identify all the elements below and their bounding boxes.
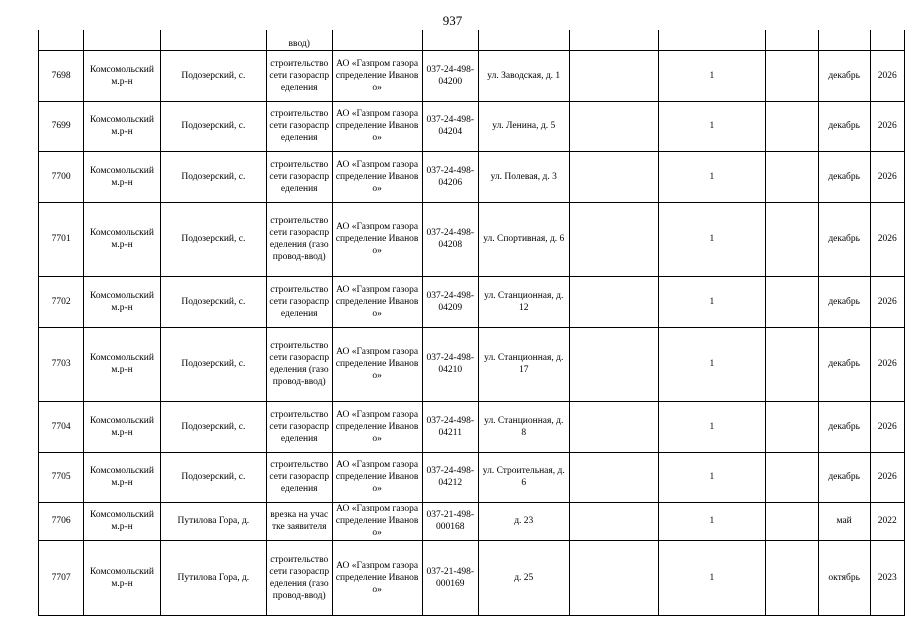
cell-settlement: Подозерский, с. [160,327,266,401]
cell-year [870,30,904,50]
cell-org: АО «Газпром газораспределение Иваново» [332,502,422,540]
cell-district: Комсомольский м.р-н [84,276,160,327]
cell-code: 037-21-498-000169 [422,540,478,615]
cell-address: ул. Ленина, д. 5 [478,101,569,151]
cell-code: 037-24-498-04200 [422,50,478,101]
cell-code [422,30,478,50]
cell-org: АО «Газпром газораспределение Иваново» [332,202,422,276]
cell-qty: 1 [658,540,765,615]
cell-work: строительство сети газораспределения (газопровод-ввод) [266,327,332,401]
table-row [39,202,905,276]
cell-settlement: Подозерский, с. [160,276,266,327]
cell-empty [569,540,658,615]
cell-settlement: Путилова Гора, д. [160,502,266,540]
cell-empty [765,452,818,502]
cell-empty [569,452,658,502]
cell-address: ул. Станционная, д. 8 [478,401,569,452]
table-row [39,540,905,615]
cell-address [478,30,569,50]
cell-month: май [818,502,870,540]
table-row [39,50,905,101]
cell-work: строительство сети газораспределения [266,276,332,327]
cell-num: 7706 [39,502,84,540]
cell-num: 7698 [39,50,84,101]
cell-empty [765,202,818,276]
table-row [39,401,905,452]
cell-work: строительство сети газораспределения (газопровод-ввод) [266,202,332,276]
cell-month [818,30,870,50]
cell-org: АО «Газпром газораспределение Иваново» [332,401,422,452]
cell-qty: 1 [658,101,765,151]
cell-code: 037-24-498-04209 [422,276,478,327]
cell-num: 7703 [39,327,84,401]
cell-empty [765,30,818,50]
cell-empty [765,50,818,101]
cell-address: ул. Строительная, д. 6 [478,452,569,502]
cell-work: строительство сети газораспределения [266,452,332,502]
cell-org: АО «Газпром газораспределение Иваново» [332,151,422,202]
table-row [39,101,905,151]
cell-qty: 1 [658,50,765,101]
cell-org: АО «Газпром газораспределение Иваново» [332,540,422,615]
page-number: 937 [442,13,463,28]
cell-qty: 1 [658,276,765,327]
cell-empty [569,50,658,101]
cell-code: 037-24-498-04212 [422,452,478,502]
cell-num [39,30,84,50]
cell-work: строительство сети газораспределения [266,401,332,452]
cell-num: 7704 [39,401,84,452]
cell-qty: 1 [658,502,765,540]
cell-qty: 1 [658,401,765,452]
cell-district [84,30,160,50]
cell-district: Комсомольский м.р-н [84,202,160,276]
cell-empty [765,401,818,452]
cell-org: АО «Газпром газораспределение Иваново» [332,276,422,327]
cell-qty: 1 [658,327,765,401]
cell-address: д. 23 [478,502,569,540]
cell-empty [569,101,658,151]
table-row [39,276,905,327]
cell-settlement [160,30,266,50]
cell-year: 2026 [870,276,904,327]
cell-empty [765,502,818,540]
cell-qty: 1 [658,452,765,502]
cell-num: 7700 [39,151,84,202]
cell-code: 037-24-498-04206 [422,151,478,202]
cell-address: ул. Спортивная, д. 6 [478,202,569,276]
cell-code: 037-24-498-04211 [422,401,478,452]
cell-empty [569,151,658,202]
cell-address: ул. Станционная, д. 17 [478,327,569,401]
cell-address: ул. Полевая, д. 3 [478,151,569,202]
cell-empty [569,401,658,452]
continuation-row [39,30,905,50]
cell-empty [569,276,658,327]
cell-year: 2026 [870,101,904,151]
cell-org: АО «Газпром газораспределение Иваново» [332,101,422,151]
cell-district: Комсомольский м.р-н [84,50,160,101]
cell-year: 2022 [870,502,904,540]
cell-empty [765,540,818,615]
table-row [39,151,905,202]
cell-month: декабрь [818,276,870,327]
cell-year: 2026 [870,452,904,502]
cell-settlement: Подозерский, с. [160,151,266,202]
cell-num: 7707 [39,540,84,615]
cell-district: Комсомольский м.р-н [84,452,160,502]
cell-year: 2026 [870,202,904,276]
cell-num: 7702 [39,276,84,327]
cell-code: 037-24-498-04208 [422,202,478,276]
cell-month: декабрь [818,50,870,101]
cell-work: строительство сети газораспределения [266,151,332,202]
cell-month: декабрь [818,151,870,202]
cell-district: Комсомольский м.р-н [84,540,160,615]
cell-org: АО «Газпром газораспределение Иваново» [332,452,422,502]
cell-settlement: Путилова Гора, д. [160,540,266,615]
cell-settlement: Подозерский, с. [160,101,266,151]
cell-address: ул. Заводская, д. 1 [478,50,569,101]
table-row [39,502,905,540]
cell-code: 037-21-498-000168 [422,502,478,540]
cell-month: декабрь [818,327,870,401]
cell-empty [765,151,818,202]
cell-year: 2026 [870,401,904,452]
cell-settlement: Подозерский, с. [160,50,266,101]
cell-qty [658,30,765,50]
cell-work: строительство сети газораспределения [266,50,332,101]
cell-month: декабрь [818,202,870,276]
cell-num: 7701 [39,202,84,276]
table-row [39,452,905,502]
register-table [38,30,905,616]
cell-district: Комсомольский м.р-н [84,327,160,401]
cell-empty [569,327,658,401]
cell-org: АО «Газпром газораспределение Иваново» [332,327,422,401]
cell-empty [569,30,658,50]
cell-work: ввод) [266,30,332,50]
cell-settlement: Подозерский, с. [160,452,266,502]
cell-code: 037-24-498-04210 [422,327,478,401]
cell-org [332,30,422,50]
cell-month: октябрь [818,540,870,615]
cell-year: 2026 [870,151,904,202]
cell-year: 2026 [870,50,904,101]
cell-district: Комсомольский м.р-н [84,101,160,151]
cell-empty [569,502,658,540]
cell-district: Комсомольский м.р-н [84,151,160,202]
cell-num: 7699 [39,101,84,151]
cell-empty [765,327,818,401]
cell-month: декабрь [818,401,870,452]
table-row [39,327,905,401]
cell-empty [569,202,658,276]
cell-qty: 1 [658,202,765,276]
cell-work: врезка на участке заявителя [266,502,332,540]
cell-code: 037-24-498-04204 [422,101,478,151]
cell-year: 2023 [870,540,904,615]
cell-month: декабрь [818,101,870,151]
cell-empty [765,276,818,327]
cell-num: 7705 [39,452,84,502]
cell-work: строительство сети газораспределения (газопровод-ввод) [266,540,332,615]
cell-settlement: Подозерский, с. [160,401,266,452]
cell-address: д. 25 [478,540,569,615]
cell-year: 2026 [870,327,904,401]
cell-org: АО «Газпром газораспределение Иваново» [332,50,422,101]
cell-address: ул. Станционная, д. 12 [478,276,569,327]
cell-district: Комсомольский м.р-н [84,401,160,452]
cell-qty: 1 [658,151,765,202]
cell-district: Комсомольский м.р-н [84,502,160,540]
cell-empty [765,101,818,151]
cell-work: строительство сети газораспределения [266,101,332,151]
cell-settlement: Подозерский, с. [160,202,266,276]
cell-month: декабрь [818,452,870,502]
